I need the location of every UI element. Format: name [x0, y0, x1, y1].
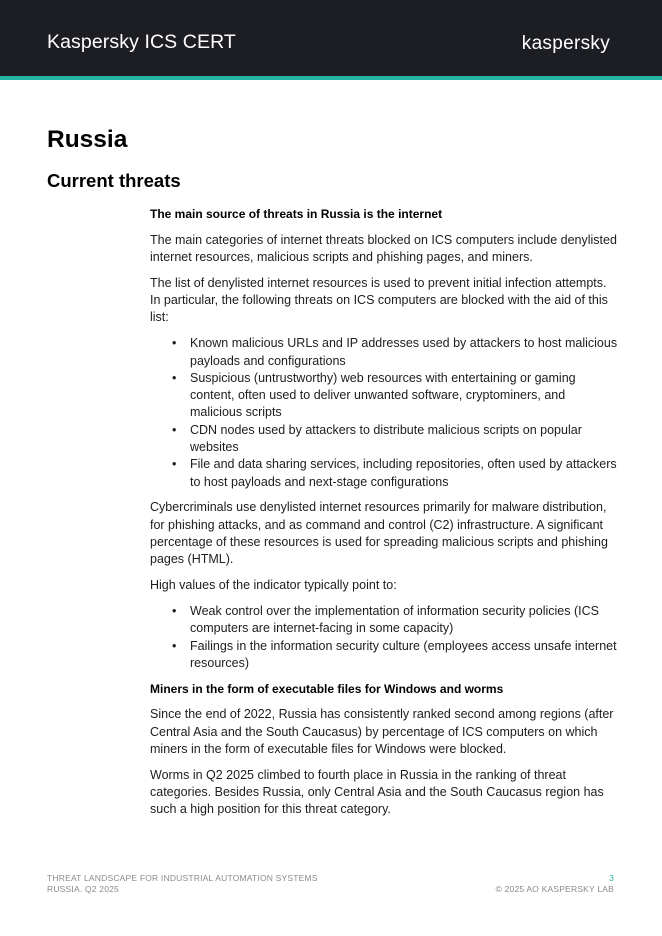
footer-page-info: [496, 873, 614, 895]
document-body: [150, 206, 618, 827]
list-item: [172, 335, 618, 370]
list-item: [172, 456, 618, 491]
bullet-list: [150, 603, 618, 672]
list-item: [172, 603, 618, 638]
bullet-icon: •: [172, 638, 177, 653]
footer-report-title: THREAT LANDSCAPE FOR INDUSTRIAL AUTOMATION SYSTEMS: [47, 873, 318, 883]
list-item-text: Suspicious (untrustworthy) web resources with entertaining or gaming content, often used to deliver unwanted software, cryptominers, and malicious scripts: [190, 370, 576, 420]
subheading-miners-worms: Miners in the form of executable files for Windows and worms: [150, 681, 504, 696]
header-bar: [0, 0, 662, 76]
bullet-icon: •: [172, 603, 177, 618]
list-item-text: CDN nodes used by attackers to distribute malicious scripts on popular websites: [190, 422, 582, 455]
list-item-text: File and data sharing services, including repositories, often used by attackers to host payloads and next-stage configurations: [190, 457, 617, 489]
brand-title: Kaspersky ICS CERT: [47, 31, 236, 53]
bullet-icon: •: [172, 370, 177, 385]
kaspersky-logo: kaspersky: [521, 33, 610, 54]
paragraph: Since the end of 2022, Russia has consistently ranked second among regions (after Central Asia and the South Caucasus) by percentage of ICS computers on which miners in the form of executable files for Windows were blocked.: [150, 707, 614, 757]
footer-document-info: [47, 873, 318, 895]
footer-report-subtitle: RUSSIA. Q2 2025: [47, 884, 119, 894]
bullet-list: [150, 335, 618, 491]
section-title: Current threats: [47, 170, 181, 191]
header-accent-stripe: [0, 76, 662, 80]
paragraph: Cybercriminals use denylisted internet resources primarily for malware distribution, for phishing attacks, and as command and control (C2) infrastructure. A significant percentage of these resources is used for spreading malicious scripts and phishing pages (HTML).: [150, 500, 608, 567]
page-title: Russia: [47, 126, 128, 153]
bullet-icon: •: [172, 422, 177, 437]
list-item-text: Failings in the information security culture (employees access unsafe internet resources): [190, 638, 617, 670]
paragraph: The main categories of internet threats blocked on ICS computers include denylisted internet resources, malicious scripts and phishing pages, and miners.: [150, 232, 617, 265]
list-item-text: Known malicious URLs and IP addresses used by attackers to host malicious payloads and configurations: [190, 336, 618, 368]
list-item: [172, 370, 618, 422]
bullet-icon: •: [172, 457, 177, 472]
paragraph: Worms in Q2 2025 climbed to fourth place in Russia in the ranking of threat categories. Besides Russia, only Central Asia and the South Caucasus region has such a high position for this threat category.: [150, 767, 604, 817]
list-item: [172, 422, 618, 457]
paragraph: High values of the indicator typically point to:: [150, 578, 397, 593]
footer-copyright: © 2025 AO KASPERSKY LAB: [495, 884, 614, 894]
list-item-text: Weak control over the implementation of information security policies (ICS computers are internet-facing in some capacity): [190, 603, 599, 636]
paragraph: The list of denylisted internet resources is used to prevent initial infection attempts. In particular, the following threats on ICS computers are blocked with the aid of this list:: [150, 275, 608, 325]
bullet-icon: •: [172, 336, 177, 351]
page-number: 3: [609, 873, 614, 883]
subheading-internet-threats: The main source of threats in Russia is the internet: [150, 207, 443, 221]
list-item: [172, 638, 618, 673]
